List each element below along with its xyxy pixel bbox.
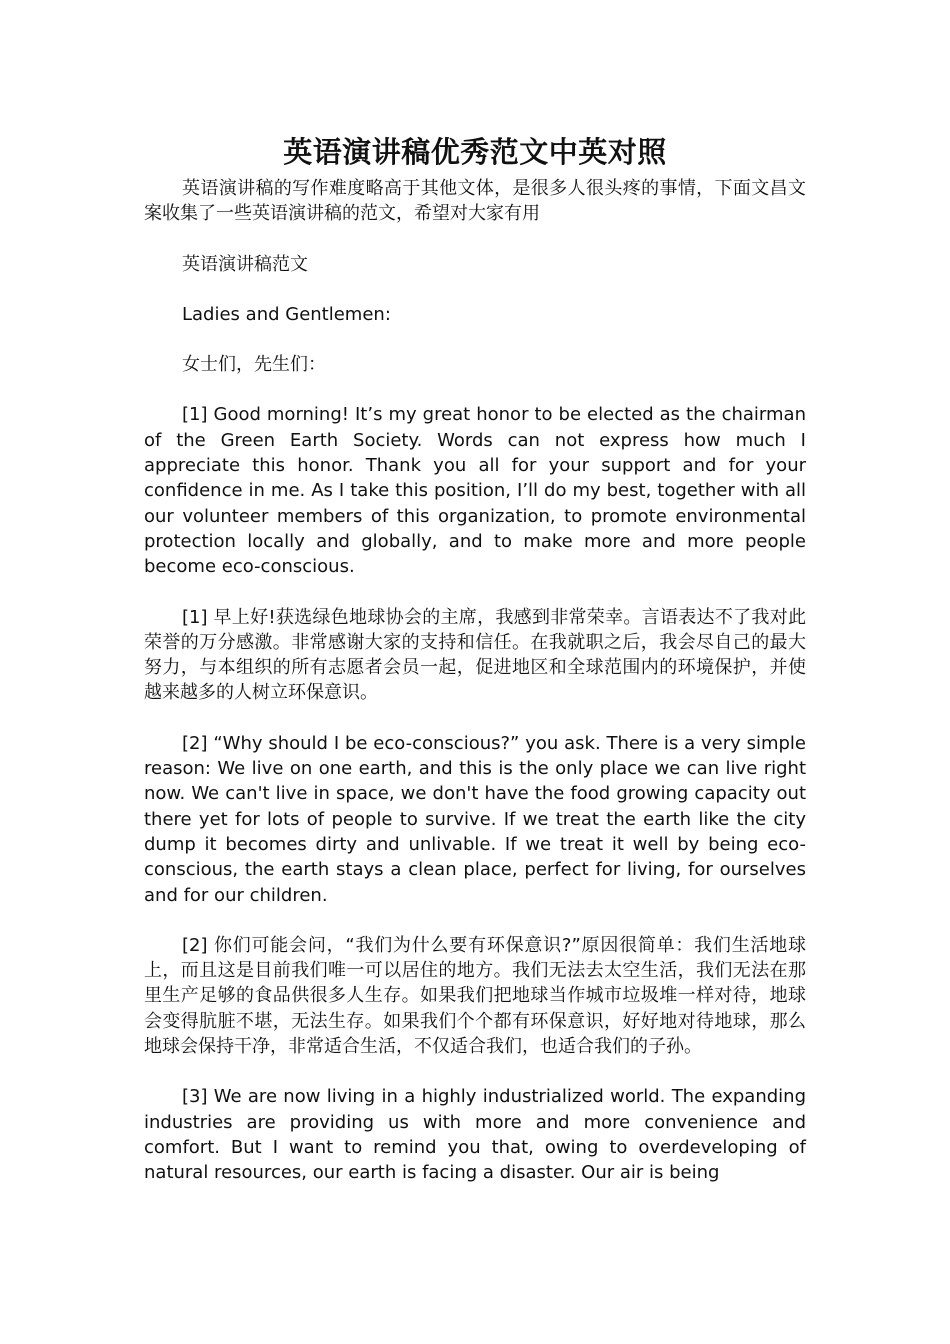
intro-paragraph: 英语演讲稿的写作难度略高于其他文体，是很多人很头疼的事情，下面文昌文案收集了一些英语演讲稿的范文，希望对大家有用: [144, 178, 806, 225]
section-heading: 英语演讲稿范文: [182, 253, 308, 275]
document-title: 英语演讲稿优秀范文中英对照: [283, 135, 667, 169]
document-page: [144, 132, 806, 1186]
paragraph-1-chinese: [1] 早上好!获选绿色地球协会的主席，我感到非常荣幸。言语表达不了我对此荣誉的万分感激。非常感谢大家的支持和信任。在我就职之后，我会尽自己的最大努力，与本组织的所有志愿者会员一起，促进地区和全球范围内的环境保护，并使越来越多的人树立环保意识。: [144, 606, 806, 704]
paragraph-2-chinese: [2] 你们可能会问，“我们为什么要有环保意识?”原因很简单：我们生活地球上，而且这是目前我们唯一可以居住的地方。我们无法去太空生活，我们无法在那里生产足够的食品供很多人生存。如果我们把地球当作城市垃圾堆一样对待，地球会变得肮脏不堪，无法生存。如果我们个个都有环保意识，好好地对待地球，那么地球会保持干净，非常适合生活，不仅适合我们，也适合我们的子孙。: [144, 934, 806, 1058]
paragraph-2-english: [2] “Why should I be eco-conscious?” you ask. There is a very simple reason: We live on one earth, and this is the only place we can live right now. We can't live in space, we don't have the food growing capacity out there yet for lots of people to survive. If we treat the earth like the city dump it becomes dirty and unlivable. If we treat it well by being eco-conscious, the earth stays a clean place, perfect for living, for ourselves and for our children.: [144, 732, 806, 906]
paragraph-3-english: [3] We are now living in a highly industrialized world. The expanding industries are providing us with more and more convenience and comfort. But I want to remind you that, owing to overdeveloping of natural resources, our earth is facing a disaster. Our air is being: [144, 1086, 806, 1184]
paragraph-1-english: [1] Good morning! It’s my great honor to be elected as the chairman of the Green Earth Society. Words can not express how much I appreciate this honor. Thank you all for your support and for your confidence in me. As I take this position, I’ll do my best, together with all our volunteer members of this organization, to promote environmental protection locally and globally, and to make more and more people become eco-conscious.: [144, 404, 806, 578]
greeting-english: Ladies and Gentlemen:: [182, 303, 391, 325]
greeting-chinese: 女士们，先生们：: [182, 354, 326, 376]
